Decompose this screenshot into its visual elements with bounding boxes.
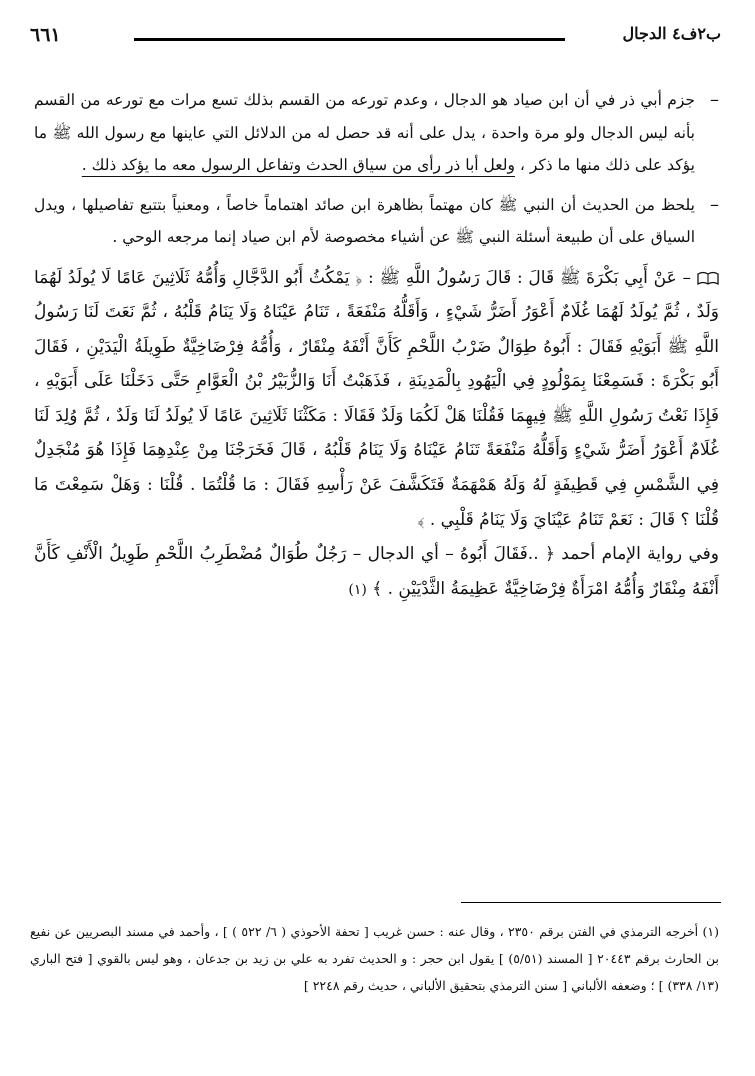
riwaya-paragraph [34, 537, 719, 607]
note-2-text: يلحظ من الحديث أن النبي ﷺ كان مهتماً بظاهرة ابن صائد اهتماماً خاصاً ، ومعنياً بتتبع تفاصيلها ، ويدل السياق على أن طبيعة أسئلة النبي ﷺ عن أشياء مخصوصة لأم ابن صياد إنما مرجعه الوحي . [34, 195, 695, 246]
page-header [30, 22, 721, 52]
page-body [34, 84, 719, 607]
page-number: ٦٦١ [30, 24, 61, 46]
riwaya-text: وفي رواية الإمام أحمد ﴿ ..فَقَالَ أَبُوهُ – أي الدجال – رَجُلٌ طُوَالٌ مُضْطَرِبُ اللَّحْمِ طَوِيلُ الْأَنْفِ كَأَنَّ أَنْفَهُ مِنْقَارٌ وَأُمُّهُ امْرَأَةٌ فِرْضَاخِيَّةٌ عَظِيمَةُ الثَّدْيَيْنِ . ﴾ [34, 544, 719, 599]
hadith-text: عَنْ أَبِي بَكْرَةَ ﷺ قَالَ : قَالَ رَسُولُ اللَّهِ ﷺ : ﴿ يَمْكُثُ أَبُو الدَّجَّالِ وَأُمُّهُ ثَلَاثِينَ عَامًا لَا يُولَدُ لَهُمَا وَلَدٌ ، ثُمَّ يُولَدُ لَهُمَا غُلَامٌ أَعْوَرُ أَضَرُّ شَيْءٍ ، وَأَقَلُّهُ مَنْفَعَةً ، تَنَامُ عَيْنَاهُ وَلَا يَنَامُ قَلْبُهُ ، ثُمَّ نَعَتَ لَنَا رَسُولُ اللَّهِ ﷺ أَبَوَيْهِ فَقَالَ : أَبُوهُ طِوَالٌ ضَرْبُ اللَّحْمِ كَأَنَّ أَنْفَهُ مِنْقَارٌ ، وَأُمُّهُ فِرْضَاخِيَّةٌ طَوِيلَةُ الْيَدَيْنِ ، فَقَالَ أَبُو بَكْرَةَ : فَسَمِعْنَا بِمَوْلُودٍ فِي الْيَهُودِ بِالْمَدِينَةِ ، فَذَهَبْتُ أَنَا وَالزُّبَيْرُ بْنُ الْعَوَّامِ حَتَّى دَخَلْنَا عَلَى أَبَوَيْهِ ، فَإِذَا نَعْتُ رَسُولِ اللَّهِ ﷺ فِيهِمَا فَقُلْنَا هَلْ لَكُمَا وَلَدٌ فَقَالَا : مَكَثْنَا ثَلَاثِينَ عَامًا لَا يُولَدُ لَنَا وَلَدٌ ، ثُمَّ وُلِدَ لَنَا غُلَامٌ أَعْوَرُ أَضَرُّ شَيْءٍ وَأَقَلُّهُ مَنْفَعَةً تَنَامُ عَيْنَاهُ وَلَا يَنَامُ قَلْبُهُ ، قَالَ فَخَرَجْنَا مِنْ عِنْدِهِمَا فَإِذَا هُوَ مُنْجَدِلٌ فِي الشَّمْسِ فِي قَطِيفَةٍ لَهُ وَلَهُ هَمْهَمَةٌ فَتَكَشَّفَ عَنْ رَأْسِهِ فَقَالَ : مَا قُلْتُمَا . قُلْنَا : وَهَلْ سَمِعْتَ مَا قُلْنَا ؟ قَالَ : نَعَمْ تَنَامُ عَيْنَايَ وَلَا يَنَامُ قَلْبِي . ﴾ [34, 267, 719, 530]
footnote: (١) أخرجه الترمذي في الفتن برقم ٢٣٥٠ ، وقال عنه : حسن غريب [ تحفة الأحوذي ( ٦/ ٥٢٢ ) ] ، وأحمد في مسند البصريين عن نفيع بن الحارث برقم ٢٠٤٤٣ [ المسند (٥/٥١) ] يقول ابن حجر : و الحديث تفرد به علي بن زيد بن جدعان ، وهو ليس بالقوي [ فتح الباري (١٣/ ٣٣٨) ] ؛ وضعفه الألباني [ سنن الترمذي بتحقيق الألباني ، حديث رقم ٢٢٤٨ ] [30, 924, 719, 993]
note-1-underlined-text: ولعل أبا ذر رأى من سياق الحدث وتفاعل الرسول معه ما يؤكد ذلك . [81, 156, 515, 174]
note-paragraph-2 [34, 189, 719, 254]
footnote-separator [461, 902, 721, 903]
note-paragraph-1 [34, 84, 719, 182]
bullet-dash: – [710, 193, 719, 215]
note-1-text: جزم أبي ذر في أن ابن صياد هو الدجال ، وعدم تورعه من القسم بذلك تسع مرات مع تورعه من القسم بأنه ليس الدجال ولو مرة واحدة ، يدل على أنه قد حصل له من الدلائل التي عاينها مع رسول الله ﷺ ما يؤكد على ذلك منها ما ذكر ، [34, 91, 695, 174]
hadith-paragraph: – عَنْ أَبِي بَكْرَةَ ﷺ قَالَ : قَالَ رَسُولُ اللَّهِ ﷺ : ﴿ يَمْكُثُ أَبُو الدَّجَّالِ وَأُمُّهُ ثَلَاثِينَ عَامًا لَا يُولَدُ لَهُمَا وَلَدٌ ، ثُمَّ يُولَدُ لَهُمَا غُلَامٌ أَعْوَرُ أَضَرُّ شَيْءٍ ، وَأَقَلُّهُ مَنْفَعَةً ، تَنَامُ عَيْنَاهُ وَلَا يَنَامُ قَلْبُهُ ، ثُمَّ نَعَتَ لَنَا رَسُولُ اللَّهِ ﷺ أَبَوَيْهِ فَقَالَ : أَبُوهُ طِوَالٌ ضَرْبُ اللَّحْمِ كَأَنَّ أَنْفَهُ مِنْقَارٌ ، وَأُمُّهُ فِرْضَاخِيَّةٌ طَوِيلَةُ الْيَدَيْنِ ، فَقَالَ أَبُو بَكْرَةَ : فَسَمِعْنَا بِمَوْلُودٍ فِي الْيَهُودِ بِالْمَدِينَةِ ، فَذَهَبْتُ أَنَا وَالزُّبَيْرُ بْنُ الْعَوَّامِ حَتَّى دَخَلْنَا عَلَى أَبَوَيْهِ ، فَإِذَا نَعْتُ رَسُولِ اللَّهِ ﷺ فِيهِمَا فَقُلْنَا هَلْ لَكُمَا وَلَدٌ فَقَالَا : مَكَثْنَا ثَلَاثِينَ عَامًا لَا يُولَدُ لَنَا وَلَدٌ ، ثُمَّ وُلِدَ لَنَا غُلَامٌ أَعْوَرُ أَضَرُّ شَيْءٍ وَأَقَلُّهُ مَنْفَعَةً تَنَامُ عَيْنَاهُ وَلَا يَنَامُ قَلْبُهُ ، قَالَ فَخَرَجْنَا مِنْ عِنْدِهِمَا فَإِذَا هُوَ مُنْجَدِلٌ فِي الشَّمْسِ فِي قَطِيفَةٍ لَهُ وَلَهُ هَمْهَمَةٌ فَتَكَشَّفَ عَنْ رَأْسِهِ فَقَالَ : مَا قُلْتُمَا . قُلْنَا : وَهَلْ سَمِعْتَ مَا قُلْنَا ؟ قَالَ : نَعَمْ تَنَامُ عَيْنَايَ وَلَا يَنَامُ قَلْبِي . ﴾ [34, 267, 719, 530]
book-icon [697, 271, 719, 285]
footnote-reference: (١) [348, 581, 367, 598]
bullet-dash: – [710, 89, 719, 110]
chapter-title: ب٢ف٤ الدجال [622, 24, 721, 43]
header-rule [134, 38, 565, 41]
